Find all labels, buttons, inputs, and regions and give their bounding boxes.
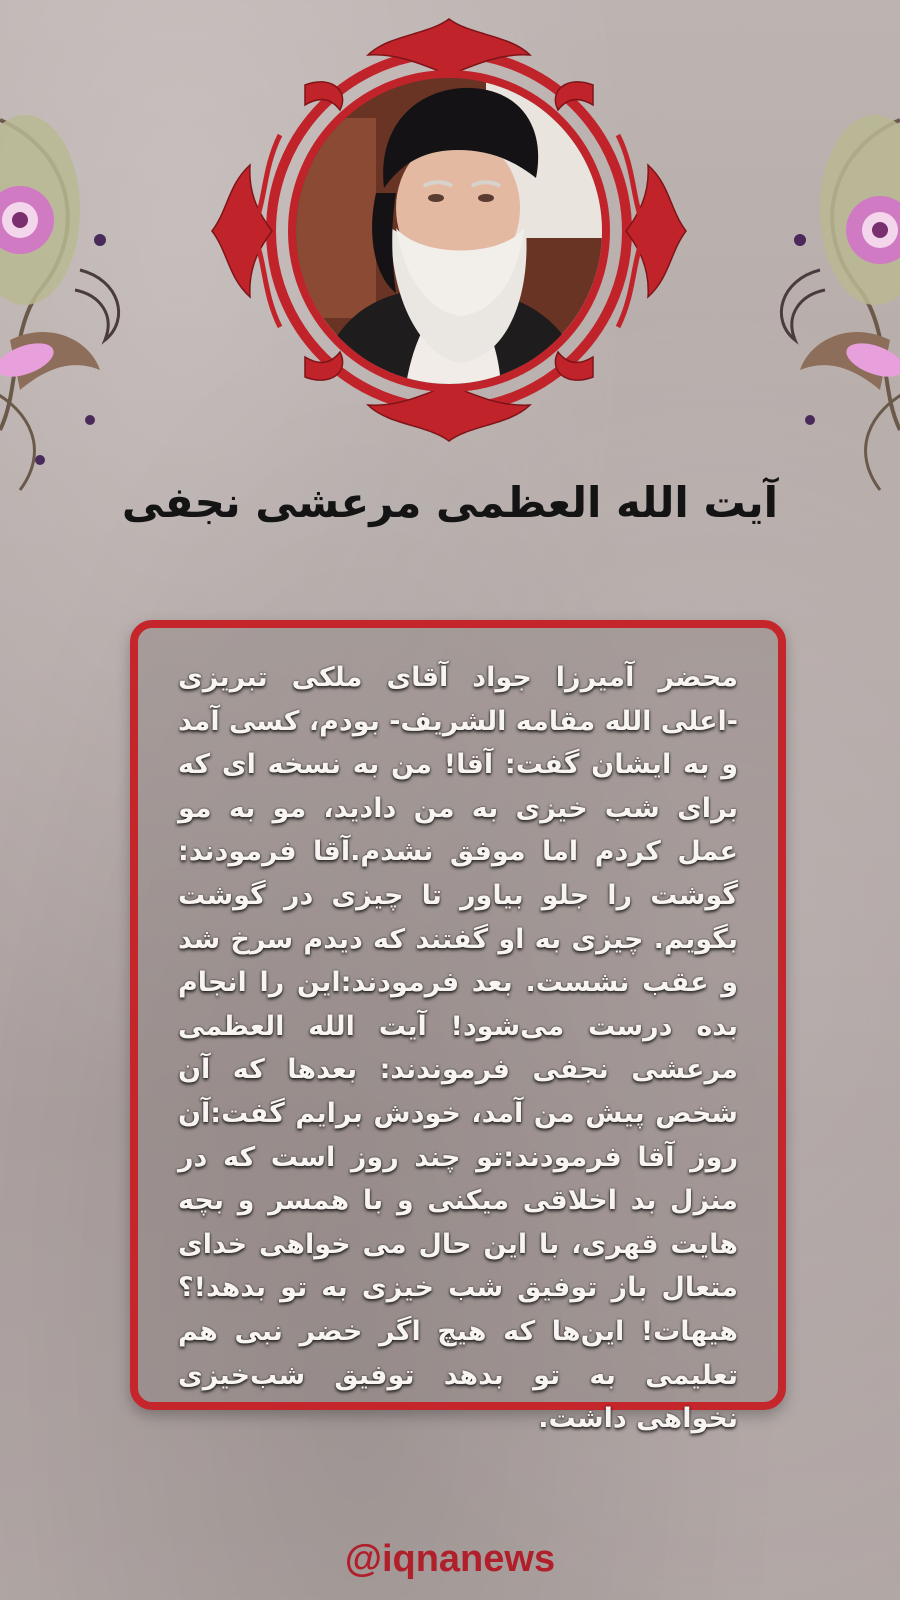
social-handle: @iqnanews (344, 1538, 556, 1580)
portrait-illustration (296, 78, 602, 384)
portrait-frame (210, 15, 690, 445)
floral-ornament-right-icon (760, 90, 900, 510)
floral-ornament-left-icon (0, 90, 140, 510)
page-title: آیت الله العظمی مرعشی نجفی (121, 478, 779, 527)
story-text: محضر آمیرزا جواد آقای ملکی تبریزی -اعلی الله مقامه الشریف- بودم، کسی آمد و به ایشان گفت: آقا! من به نسخه ای که برای شب خیزی به من دادید، مو به مو عمل کردم اما موفق نشدم.آقا فرمودند: گوشت را جلو بیاور تا چیزی در گوشت بگویم. چیزی به او گفتند که دیدم سرخ شد و عقب نشست. بعد فرمودند:این را انجام بده درست می‌شود! آیت الله العظمی مرعشی نجفی فرموندند: بعدها که آن شخص پیش من آمد، خودش برایم گفت:آن روز آقا فرمودند:تو چند روز است که در منزل بد اخلاقی میکنی و با همسر و بچه هایت قهری، با این حال می خواهی خدای متعال باز توفیق شب خیزی به تو بدهد!؟ هیهات! این‌ها که هیچ اگر خضر نبی هم تعلیمی به تو بدهد توفیق شب‌خیزی نخواهی داشت. (178, 662, 738, 1435)
story-card (130, 620, 786, 1435)
portrait-photo (288, 70, 610, 392)
